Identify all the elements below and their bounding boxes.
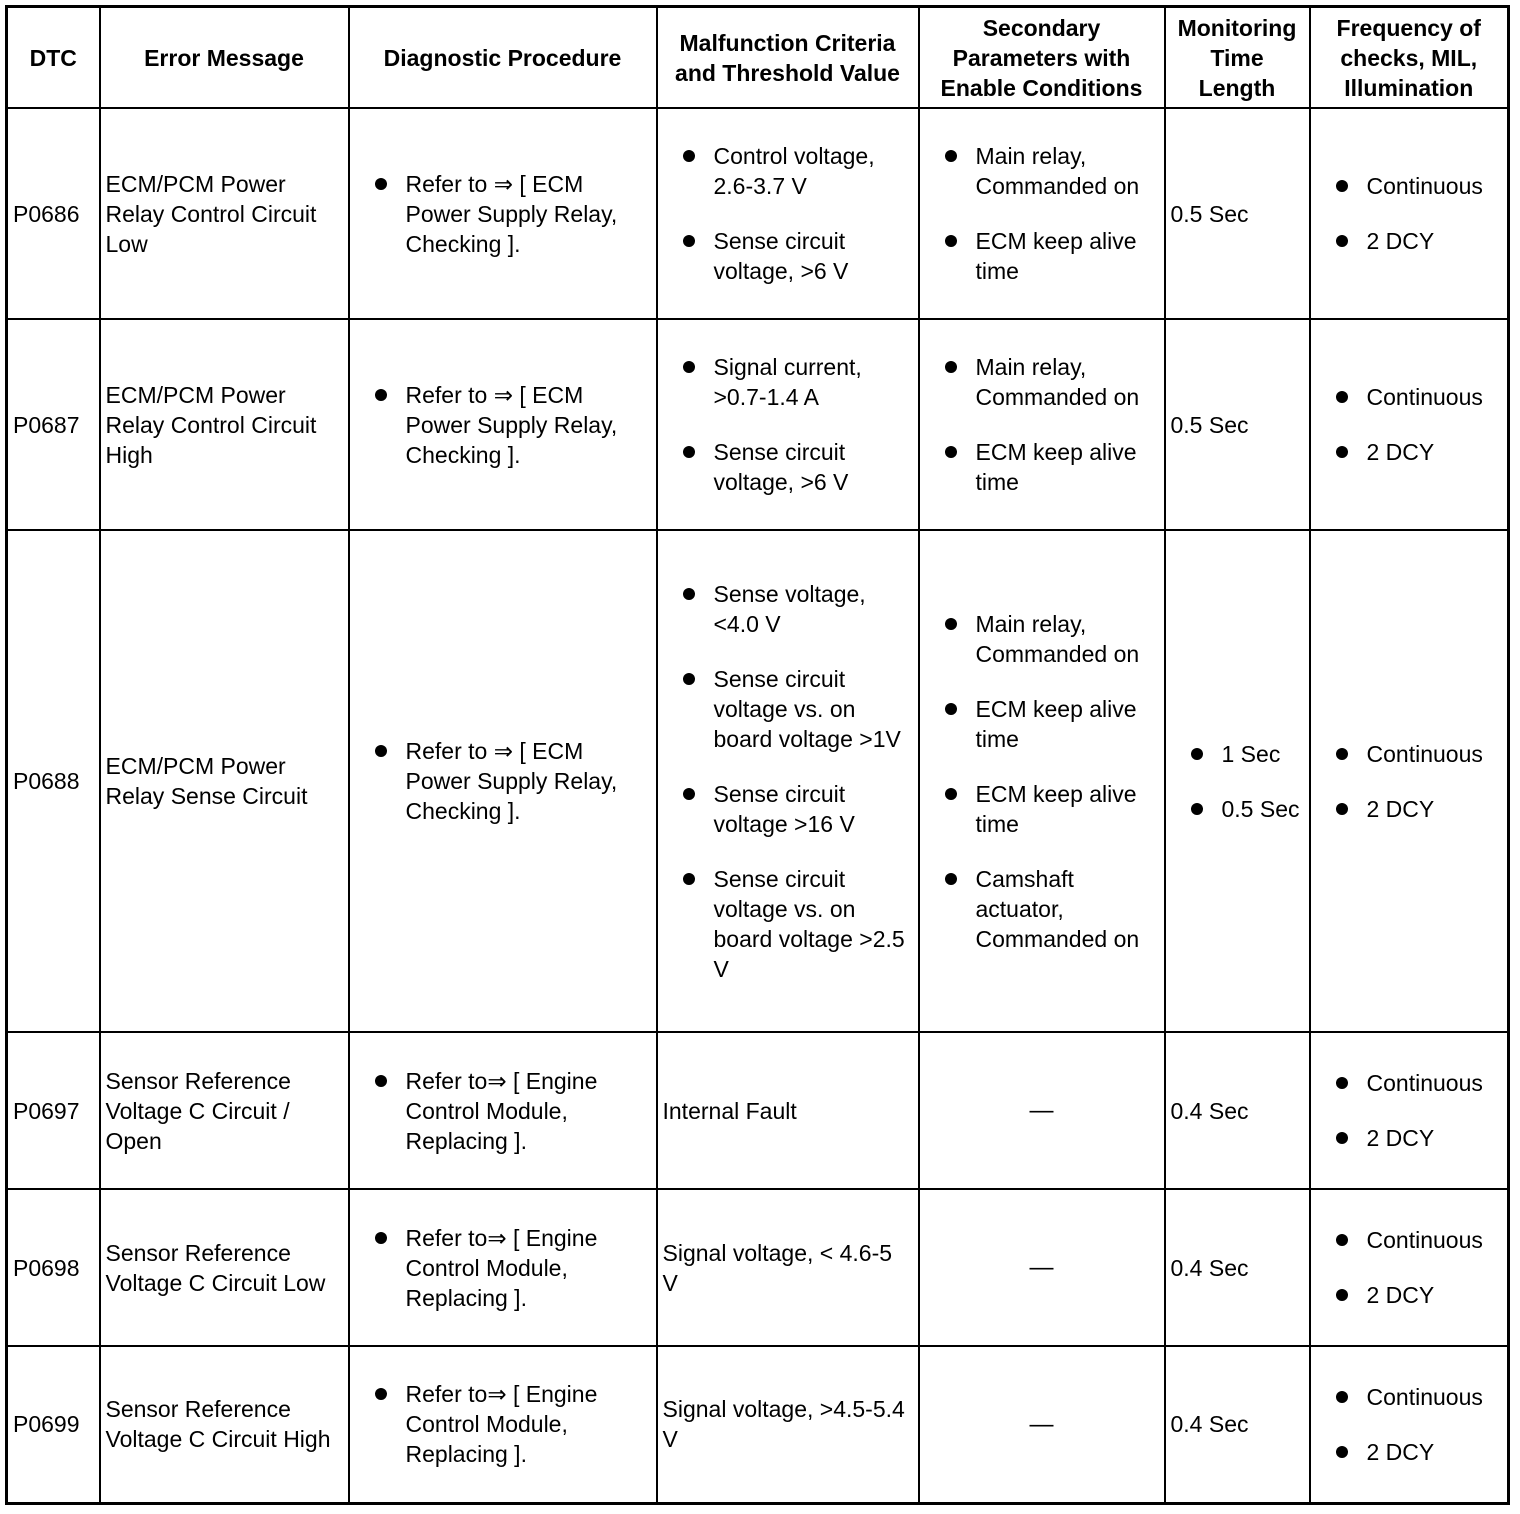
procedure-list [355, 1066, 651, 1156]
secondary-parameters [919, 1189, 1165, 1346]
bullet-icon [683, 673, 695, 685]
secondary-text: Main relay, Commanded on [975, 610, 1140, 667]
monitoring-time: 0.4 Sec [1165, 1032, 1310, 1189]
bullet-icon [945, 446, 957, 458]
frequency-item [1316, 1437, 1503, 1467]
monitoring-time: 0.4 Sec [1165, 1189, 1310, 1346]
secondary-parameters [919, 319, 1165, 530]
bullet-icon [375, 389, 387, 401]
bullet-icon [1191, 803, 1203, 815]
secondary-item [925, 226, 1159, 286]
secondary-text: ECM keep alive time [975, 439, 1137, 495]
criteria-item [663, 437, 913, 497]
frequency [1310, 1189, 1509, 1346]
bullet-icon [1336, 1289, 1348, 1301]
frequency-text: 2 DCY [1366, 1282, 1435, 1308]
header-malfunction-criteria: Malfunction Criteria and Threshold Value [657, 7, 919, 109]
error-message: Sensor Reference Voltage C Circuit Low [100, 1189, 349, 1346]
malfunction-criteria [657, 530, 919, 1032]
dash-text: — [1029, 1254, 1054, 1281]
procedure-list [355, 380, 651, 470]
monitoring-time: 0.5 Sec [1165, 108, 1310, 319]
secondary-text: Main relay, Commanded on [975, 143, 1140, 199]
bullet-icon [683, 361, 695, 373]
secondary-parameters [919, 1032, 1165, 1189]
frequency [1310, 319, 1509, 530]
bullet-icon [1336, 1132, 1348, 1144]
dtc-code: P0686 [7, 108, 100, 319]
frequency-text: Continuous [1366, 173, 1483, 199]
header-monitoring-time: Monitoring Time Length [1165, 7, 1310, 109]
bullet-icon [1336, 1446, 1348, 1458]
procedure-text: Refer to⇒ [ Engine Control Module, Replacing ]. [405, 1381, 598, 1468]
frequency-text: Continuous [1366, 1070, 1483, 1096]
bullet-icon [1336, 1234, 1348, 1246]
secondary-text: ECM keep alive time [975, 780, 1137, 837]
error-message: Sensor Reference Voltage C Circuit High [100, 1346, 349, 1503]
bullet-icon [1336, 391, 1348, 403]
frequency [1310, 1346, 1509, 1503]
bullet-icon [945, 873, 957, 885]
dash-text: — [1029, 1410, 1054, 1438]
bullet-icon [1336, 803, 1348, 815]
dtc-code: P0699 [7, 1346, 100, 1503]
bullet-icon [1336, 1391, 1348, 1403]
header-error-message: Error Message [100, 7, 349, 109]
frequency-item [1316, 171, 1503, 201]
frequency [1310, 108, 1509, 319]
dtc-code: P0687 [7, 319, 100, 530]
diagnostic-procedure [349, 319, 657, 530]
frequency-item [1316, 739, 1503, 769]
table-header-row [7, 7, 1509, 109]
bullet-icon [375, 1388, 387, 1400]
criteria-list [663, 141, 913, 286]
monitoring-text: 0.5 Sec [1221, 795, 1300, 822]
criteria-item [663, 352, 913, 412]
frequency-text: 2 DCY [1366, 795, 1435, 822]
frequency-item [1316, 1382, 1503, 1412]
dtc-document [5, 5, 1507, 1505]
error-message: ECM/PCM Power Relay Control Circuit Low [100, 108, 349, 319]
monitoring-time [1165, 530, 1310, 1032]
procedure-item [355, 169, 651, 259]
diagnostic-procedure [349, 530, 657, 1032]
secondary-parameters [919, 530, 1165, 1032]
secondary-list [925, 609, 1159, 954]
criteria-text: Sense circuit voltage vs. on board voltage >1V [713, 665, 901, 752]
table-row [7, 1189, 1509, 1346]
bullet-icon [1191, 748, 1203, 760]
frequency-list [1316, 739, 1503, 824]
frequency-item [1316, 437, 1503, 467]
procedure-list [355, 169, 651, 259]
procedure-text: Refer to ⇒ [ ECM Power Supply Relay, Checking ]. [405, 170, 618, 257]
bullet-icon [945, 703, 957, 715]
table-row [7, 530, 1509, 1032]
procedure-list [355, 736, 651, 826]
monitoring-time: 0.4 Sec [1165, 1346, 1310, 1503]
secondary-parameters [919, 108, 1165, 319]
procedure-text: Refer to ⇒ [ ECM Power Supply Relay, Checking ]. [405, 381, 618, 468]
bullet-icon [683, 788, 695, 800]
bullet-icon [375, 178, 387, 190]
criteria-list [663, 352, 913, 497]
criteria-text: Sense circuit voltage >16 V [713, 780, 855, 837]
frequency [1310, 530, 1509, 1032]
procedure-item [355, 1066, 651, 1156]
secondary-item [925, 609, 1159, 669]
secondary-parameters [919, 1346, 1165, 1503]
frequency-item [1316, 1280, 1503, 1310]
malfunction-criteria: Signal voltage, < 4.6-5 V [657, 1189, 919, 1346]
frequency-text: Continuous [1366, 384, 1483, 410]
criteria-item [663, 664, 913, 754]
dash-text: — [1029, 1097, 1054, 1124]
diagnostic-procedure [349, 1032, 657, 1189]
criteria-list [663, 579, 913, 984]
secondary-item [925, 141, 1159, 201]
bullet-icon [945, 788, 957, 800]
table-row [7, 108, 1509, 319]
frequency-list [1316, 382, 1503, 467]
bullet-icon [945, 361, 957, 373]
bullet-icon [945, 235, 957, 247]
bullet-icon [1336, 1077, 1348, 1089]
frequency-list [1316, 1068, 1503, 1153]
table-row [7, 319, 1509, 530]
criteria-item [663, 779, 913, 839]
header-dtc: DTC [7, 7, 100, 109]
procedure-item [355, 736, 651, 826]
bullet-icon [683, 588, 695, 600]
secondary-item [925, 352, 1159, 412]
frequency-item [1316, 1123, 1503, 1153]
frequency-item [1316, 382, 1503, 412]
procedure-list [355, 1379, 651, 1469]
bullet-icon [1336, 180, 1348, 192]
bullet-icon [683, 873, 695, 885]
frequency-list [1316, 1382, 1503, 1467]
header-secondary-parameters: Secondary Parameters with Enable Conditions [919, 7, 1165, 109]
secondary-text: Camshaft actuator, Commanded on [975, 865, 1140, 952]
criteria-item [663, 864, 913, 984]
criteria-text: Signal current, >0.7-1.4 A [713, 354, 862, 410]
secondary-item [925, 864, 1159, 954]
bullet-icon [1336, 446, 1348, 458]
procedure-text: Refer to⇒ [ Engine Control Module, Replacing ]. [405, 1224, 598, 1311]
header-frequency: Frequency of checks, MIL, Illumination [1310, 7, 1509, 109]
frequency-item [1316, 1068, 1503, 1098]
bullet-icon [683, 235, 695, 247]
frequency-list [1316, 171, 1503, 256]
bullet-icon [945, 618, 957, 630]
secondary-text: Main relay, Commanded on [975, 354, 1140, 410]
table-row [7, 1346, 1509, 1503]
criteria-item [663, 141, 913, 201]
bullet-icon [683, 446, 695, 458]
malfunction-criteria: Signal voltage, >4.5-5.4 V [657, 1346, 919, 1503]
frequency-text: 2 DCY [1366, 228, 1435, 254]
bullet-icon [945, 150, 957, 162]
bullet-icon [375, 1075, 387, 1087]
secondary-item [925, 779, 1159, 839]
monitoring-list [1171, 739, 1304, 824]
frequency-item [1316, 226, 1503, 256]
monitoring-text: 1 Sec [1221, 740, 1281, 767]
dtc-code: P0698 [7, 1189, 100, 1346]
criteria-text: Control voltage, 2.6-3.7 V [713, 143, 875, 199]
criteria-text: Sense circuit voltage vs. on board voltage >2.5 V [713, 865, 905, 982]
procedure-item [355, 1223, 651, 1313]
criteria-text: Sense circuit voltage, >6 V [713, 228, 849, 284]
monitoring-item [1171, 739, 1304, 769]
diagnostic-procedure [349, 1346, 657, 1503]
frequency-text: 2 DCY [1366, 1125, 1435, 1151]
bullet-icon [1336, 235, 1348, 247]
malfunction-criteria [657, 108, 919, 319]
frequency-text: Continuous [1366, 1383, 1483, 1410]
frequency-item [1316, 1225, 1503, 1255]
procedure-text: Refer to ⇒ [ ECM Power Supply Relay, Checking ]. [405, 738, 618, 824]
frequency-list [1316, 1225, 1503, 1310]
diagnostic-procedure [349, 1189, 657, 1346]
error-message: Sensor Reference Voltage C Circuit / Open [100, 1032, 349, 1189]
criteria-text: Sense voltage, <4.0 V [713, 580, 866, 637]
procedure-item [355, 380, 651, 470]
frequency-text: 2 DCY [1366, 1438, 1435, 1465]
criteria-item [663, 226, 913, 286]
procedure-text: Refer to⇒ [ Engine Control Module, Replacing ]. [405, 1067, 598, 1154]
frequency-text: Continuous [1366, 740, 1483, 767]
secondary-list [925, 352, 1159, 497]
bullet-icon [375, 745, 387, 757]
diagnostic-procedure [349, 108, 657, 319]
secondary-item [925, 694, 1159, 754]
bullet-icon [683, 150, 695, 162]
frequency [1310, 1032, 1509, 1189]
secondary-text: ECM keep alive time [975, 228, 1137, 284]
bullet-icon [1336, 748, 1348, 760]
frequency-item [1316, 794, 1503, 824]
table-row [7, 1032, 1509, 1189]
dtc-code: P0697 [7, 1032, 100, 1189]
dtc-table [5, 5, 1510, 1505]
bullet-icon [375, 1232, 387, 1244]
monitoring-item [1171, 794, 1304, 824]
malfunction-criteria: Internal Fault [657, 1032, 919, 1189]
secondary-text: ECM keep alive time [975, 695, 1137, 752]
frequency-text: Continuous [1366, 1227, 1483, 1253]
malfunction-criteria [657, 319, 919, 530]
procedure-item [355, 1379, 651, 1469]
criteria-item [663, 579, 913, 639]
procedure-list [355, 1223, 651, 1313]
error-message: ECM/PCM Power Relay Control Circuit High [100, 319, 349, 530]
header-diagnostic-procedure: Diagnostic Procedure [349, 7, 657, 109]
secondary-list [925, 141, 1159, 286]
error-message: ECM/PCM Power Relay Sense Circuit [100, 530, 349, 1032]
secondary-item [925, 437, 1159, 497]
frequency-text: 2 DCY [1366, 439, 1435, 465]
criteria-text: Sense circuit voltage, >6 V [713, 439, 849, 495]
dtc-code: P0688 [7, 530, 100, 1032]
monitoring-time: 0.5 Sec [1165, 319, 1310, 530]
